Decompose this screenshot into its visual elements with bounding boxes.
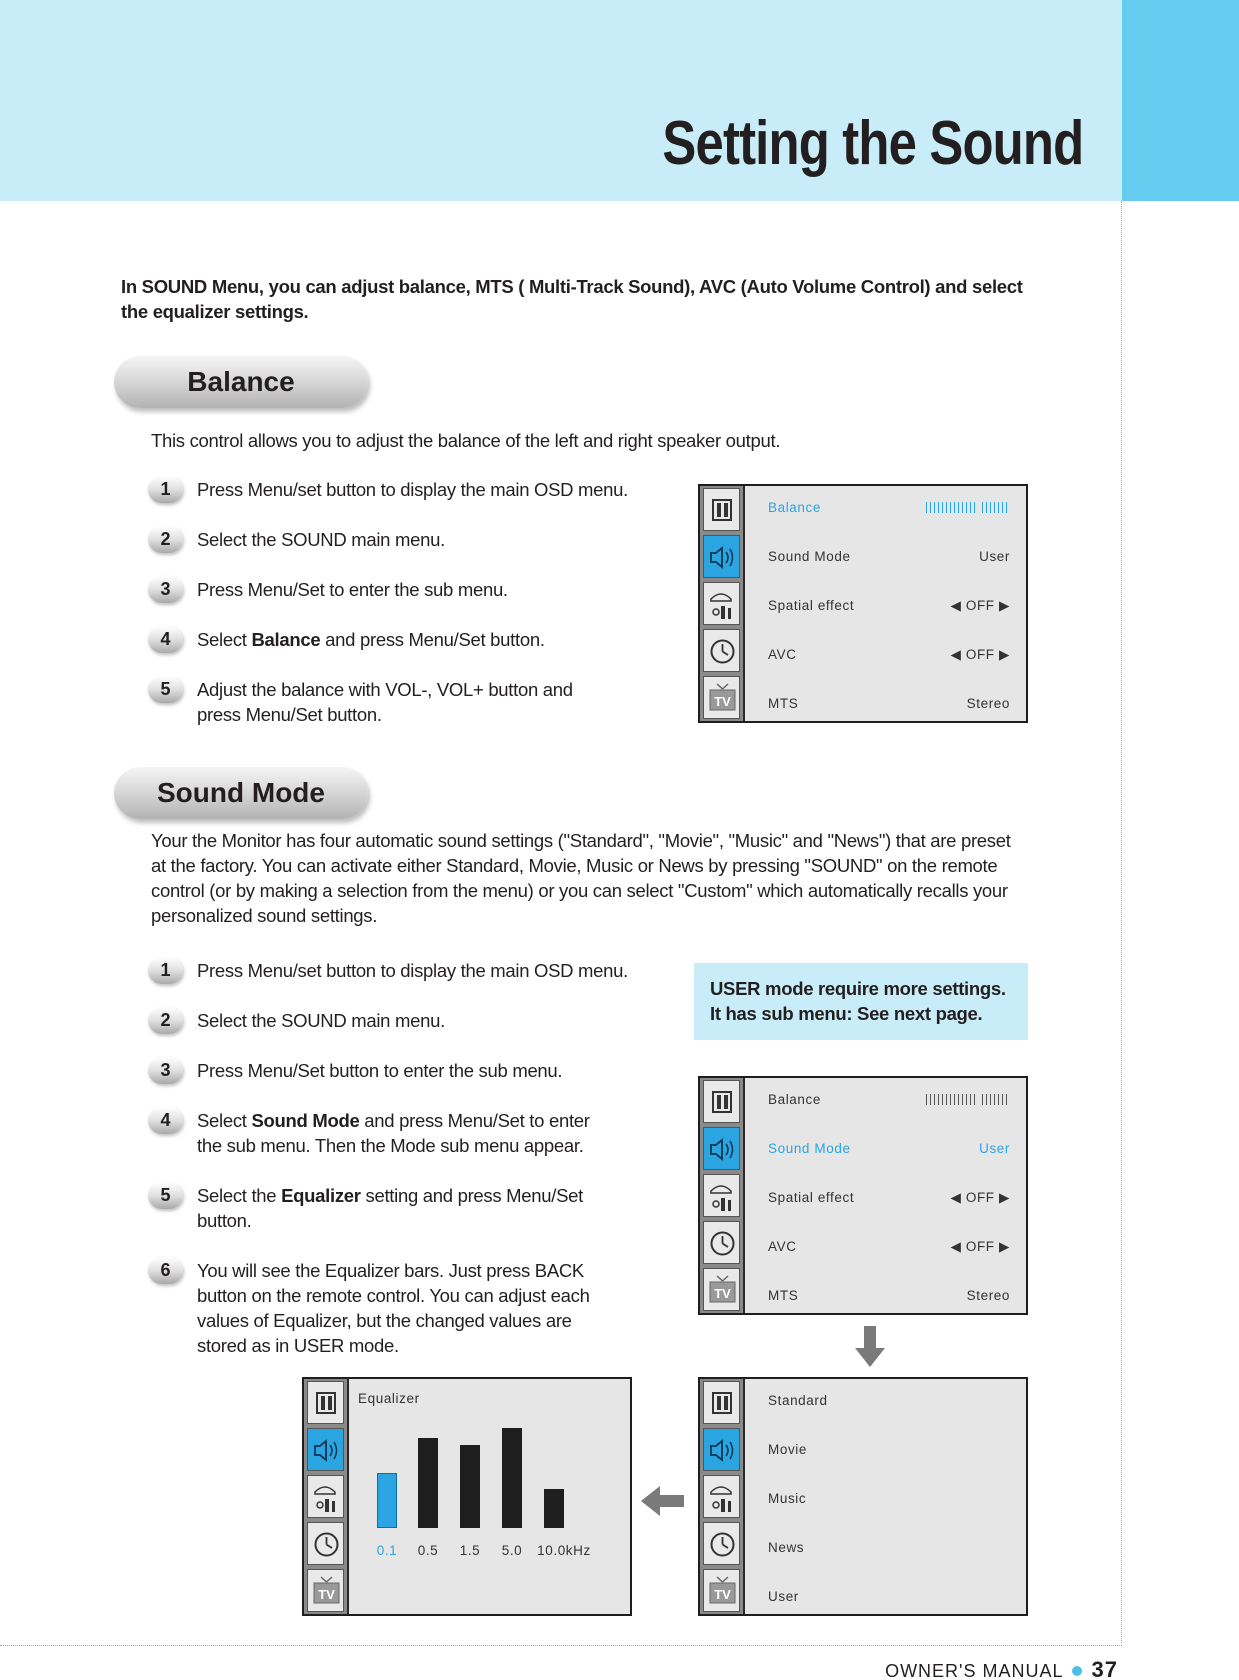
svg-text:TV: TV [714,694,731,709]
balance-heading: Balance [114,356,368,408]
equalizer-band-label: 1.5 [459,1543,481,1558]
osd-equalizer [302,1377,632,1616]
mode-item [768,1477,1010,1526]
osd-row-balance [768,486,1010,535]
note-line: USER mode require more settings. [710,978,1006,999]
osd-row-label: AVC [768,647,797,662]
step-text: Select the SOUND main menu. [197,1010,445,1031]
osd-sound-menu-sound-mode [698,1076,1028,1315]
tv-icon [703,676,740,719]
osd-row-spatial [768,1176,1010,1225]
step-text: You will see the Equalizer bars. Just press BACK button on the remote control. You can adjust each values of Equalizer, but the changed values are stored as in USER mode. [197,1260,590,1356]
step-number-badge: 1 [148,957,183,984]
speaker-icon [703,1428,740,1471]
osd-row-label: MTS [768,696,799,711]
page-title: Setting the Sound [662,109,1083,178]
osd-row-value: ◀ OFF ▶ [950,1239,1010,1254]
clock-icon [703,629,740,672]
clock-icon [703,1522,740,1565]
footer-divider [0,1645,1122,1646]
osd-row-label: AVC [768,1239,797,1254]
osd-row-mts [768,682,1010,731]
mode-item-label: Music [768,1491,807,1506]
note-line: It has sub menu: See next page. [710,1003,983,1024]
step-number-badge: 5 [148,676,183,703]
step-number-badge: 3 [148,1057,183,1084]
page-footer [885,1657,1118,1680]
setup-tools-icon [307,1475,344,1518]
mode-item-label: Standard [768,1393,828,1408]
step-text: Select Balance and press Menu/Set button. [197,629,545,650]
osd-row-label: Balance [768,500,821,515]
step-bold-term: Equalizer [281,1185,361,1206]
osd-row-avc [768,633,1010,682]
setup-tools-icon [703,582,740,625]
clock-icon [703,1221,740,1264]
tv-icon [703,1268,740,1311]
step-number-badge: 2 [148,526,183,553]
step-bold-term: Sound Mode [251,1110,360,1131]
step-text: Select the SOUND main menu. [197,529,445,550]
step-number-badge: 4 [148,1107,183,1134]
step-text: Press Menu/set button to display the main OSD menu. [197,479,628,500]
intro-text: In SOUND Menu, you can adjust balance, MTS ( Multi-Track Sound), AVC (Auto Volume Control) and select the equalizer settings. [121,276,1023,322]
equalizer-band-label: 5.0 [501,1543,523,1558]
step-number-badge: 5 [148,1182,183,1209]
osd-row-avc [768,1225,1010,1274]
equalizer-bar [460,1445,480,1528]
sound-mode-description: Your the Monitor has four automatic sound settings ("Standard", "Movie", "Music" and "News") that are preset at the factory. You can activate either Standard, Movie, Music or News by pressing "SOUND" on the remote control (or by making a selection from the menu) or you can select "Custom" which automatically recalls your personalized sound settings. [151,830,1011,926]
arrow-left-icon [640,1486,684,1516]
step-text: Press Menu/Set button to enter the sub menu. [197,1060,563,1081]
sound-mode-heading: Sound Mode [114,767,368,819]
osd-row-value: Stereo [966,696,1010,711]
setup-tools-icon [703,1475,740,1518]
tv-icon [307,1569,344,1612]
mode-item [768,1379,1010,1428]
arrow-down-icon [855,1326,885,1368]
balance-bar [926,1094,1010,1105]
mode-item [768,1575,1010,1624]
step-text: Select Sound Mode and press Menu/Set to enter the sub menu. Then the Mode sub menu appear. [197,1110,590,1156]
osd-row-value: ◀ OFF ▶ [950,647,1010,662]
osd-row-spatial [768,584,1010,633]
mode-item [768,1526,1010,1575]
mode-item-label: Movie [768,1442,808,1457]
speaker-icon [703,1127,740,1170]
step-text: Press Menu/set button to display the main OSD menu. [197,960,628,981]
picture-icon [703,488,740,531]
speaker-icon [703,535,740,578]
equalizer-bar [544,1489,564,1528]
osd-icon-column [700,1078,745,1313]
svg-text:TV: TV [318,1587,335,1602]
equalizer-bar [502,1428,522,1528]
clock-icon [307,1522,344,1565]
osd-row-label: Spatial effect [768,1190,855,1205]
osd-row-label: Sound Mode [768,1141,851,1156]
osd-row-value: User [979,549,1010,564]
margin-divider [1121,201,1122,1643]
osd-row-value: Stereo [966,1288,1010,1303]
osd-row-balance [768,1078,1010,1127]
picture-icon [703,1080,740,1123]
osd-row-label: Sound Mode [768,549,851,564]
osd-sound-menu-balance [698,484,1028,723]
balance-description: This control allows you to adjust the balance of the left and right speaker output. [151,430,781,451]
equalizer-bar [418,1438,438,1528]
equalizer-title: Equalizer [358,1391,420,1406]
osd-row-label: Spatial effect [768,598,855,613]
step-number-badge: 6 [148,1257,183,1284]
picture-icon [703,1381,740,1424]
balance-bar [926,502,1010,513]
step-number-badge: 2 [148,1007,183,1034]
bullet-dot [1072,1666,1082,1676]
step-text: Press Menu/Set to enter the sub menu. [197,579,508,600]
equalizer-bar [377,1473,397,1528]
page-number: 37 [1091,1657,1118,1680]
osd-row-mts [768,1274,1010,1323]
equalizer-band-label: 10.0kHz [537,1543,591,1558]
step-number-badge: 3 [148,576,183,603]
step-text: Adjust the balance with VOL-, VOL+ button and press Menu/Set button. [197,679,573,725]
mode-item-label: User [768,1589,799,1604]
speaker-icon [307,1428,344,1471]
footer-label: OWNER'S MANUAL [885,1661,1064,1680]
svg-text:TV: TV [714,1286,731,1301]
step-number-badge: 4 [148,626,183,653]
osd-row-value: ◀ OFF ▶ [950,1190,1010,1205]
user-mode-note [694,963,1028,1040]
mode-item [768,1428,1010,1477]
step-text: Select the Equalizer setting and press Menu/Set button. [197,1185,583,1231]
osd-row-label: MTS [768,1288,799,1303]
step-number-badge: 1 [148,476,183,503]
osd-row-value: User [979,1141,1010,1156]
osd-icon-column [700,486,745,721]
picture-icon [307,1381,344,1424]
equalizer-band-label: 0.5 [417,1543,439,1558]
svg-text:TV: TV [714,1587,731,1602]
osd-row-value: ◀ OFF ▶ [950,598,1010,613]
osd-icon-column [304,1379,349,1614]
tv-icon [703,1569,740,1612]
osd-icon-column [700,1379,745,1614]
osd-mode-submenu [698,1377,1028,1616]
osd-row-sound-mode [768,535,1010,584]
header-tab [1122,0,1239,201]
osd-row-sound-mode [768,1127,1010,1176]
equalizer-band-label: 0.1 [376,1543,398,1558]
mode-item-label: News [768,1540,805,1555]
setup-tools-icon [703,1174,740,1217]
osd-row-label: Balance [768,1092,821,1107]
step-bold-term: Balance [251,629,321,650]
